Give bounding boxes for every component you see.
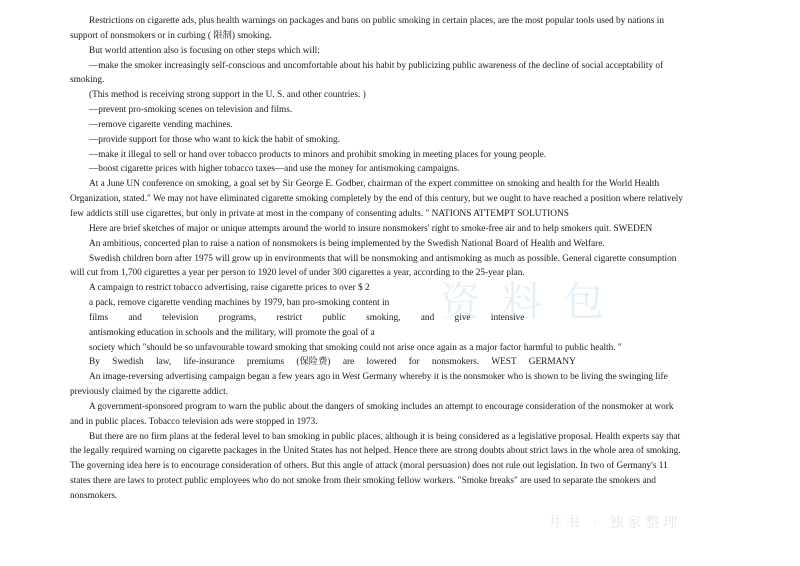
text-line: smoking. — [70, 75, 105, 86]
text-line: and in public places. Tobacco television ads were stopped in 1973. — [70, 416, 318, 427]
text-line: —prevent pro-smoking scenes on television and films. — [89, 105, 293, 116]
text-line: —provide support for those who want to kick the habit of smoking. — [89, 134, 340, 145]
text-line: —remove cigarette vending machines. — [89, 119, 233, 130]
text-line: few addicts still use cigarettes, but only in private at most in the company of consenting adults. " NATIONS ATTEMPT SOLUTIONS — [70, 208, 569, 219]
text-line: films and television programs, restrict public smoking, and give intensive — [89, 312, 525, 323]
text-line: previously claimed by the cigarette addict. — [70, 387, 228, 398]
text-line: By Swedish law, life-insurance premiums (保险费) are lowered for nonsmokers. WEST GERMANY — [89, 357, 576, 368]
text-line: the legally required warning on cigarette packages in the United States has not helped. Hence there are strong doubts about strict laws in the whole area of smoking. — [70, 446, 681, 457]
text-line: At a June UN conference on smoking, a goal set by Sir George E. Godber, chairman of the expert committee on smoking and health for the World Health — [89, 179, 660, 190]
text-line: support of nonsmokers or in curbing ( 限制) smoking. — [70, 30, 272, 41]
document-page — [70, 14, 734, 504]
text-line: —make it illegal to sell or hand over tobacco products to minors and prohibit smoking in meeting places for young people. — [89, 149, 547, 160]
text-line: An ambitious, concerted plan to raise a nation of nonsmokers is being implemented by the Swedish National Board of Health and Welfare. — [89, 238, 605, 249]
text-line: will cut from 1,700 cigarettes a year per person to 1920 level of under 300 cigarettes a year, according to the 25-year plan. — [70, 268, 525, 279]
text-line: society which "should be so unfavourable toward smoking that smoking could not arise once again as a major factor harmful to public health. " — [89, 342, 622, 353]
text-line: But there are no firm plans at the federal level to ban smoking in public places, although it is being considered as a legislative proposal. Health experts say that — [89, 431, 681, 442]
text-line: (This method is receiving strong support in the U. S. and other countries. ) — [89, 90, 366, 101]
text-line: Restrictions on cigarette ads, plus health warnings on packages and bans on public smoking in certain places, are the most popular tools used by nations in — [89, 16, 664, 26]
text-line: Organization, stated." We may not have eliminated cigarette smoking completely by the end of this century, but we ought to have reached a position where relatively — [70, 194, 683, 205]
text-line: An image-reversing advertising campaign began a few years ago in West Germany whereby it is the nonsmoker who is shown to be living the swinging life — [89, 372, 668, 383]
text-line: A campaign to restrict tobacco advertising, raise cigarette prices to over $ 2 — [89, 283, 370, 294]
text-line: a pack, remove cigarette vending machines by 1979, ban pro-smoking content in — [89, 298, 390, 309]
text-line: Swedish children born after 1975 will grow up in environments that will be nonsmoking and antismoking as much as possible. General cigarette consumption — [89, 253, 677, 264]
text-line: But world attention also is focusing on other steps which will: — [89, 45, 320, 56]
text-line: states there are laws to protect public employees who do not smoke from their smoking fellow workers. "Smoke breaks" are used to separate the smokers and — [70, 476, 656, 487]
text-line: antismoking education in schools and the military, will promote the goal of a — [89, 327, 375, 338]
text-line: —boost cigarette prices with higher tobacco taxes—and use the money for antismoking campaigns. — [89, 164, 460, 175]
text-line: Here are brief sketches of major or unique attempts around the world to insure nonsmokers' right to smoke-free air and to help smokers quit. SWEDEN — [89, 223, 653, 234]
watermark-center: 资料包 — [440, 279, 626, 325]
watermark-bottom: 井书 · 独家整理 — [548, 515, 682, 531]
text-line: —make the smoker increasingly self-conscious and uncomfortable about his habit by publicizing public awareness of the decline of social acceptability of — [89, 60, 664, 71]
text-line: nonsmokers. — [70, 491, 118, 501]
text-line: A government-sponsored program to warn the public about the dangers of smoking includes an attempt to encourage consideration of the nonsmoker at work — [89, 401, 674, 412]
text-line: The governing idea here is to encourage consideration of others. But this angle of attack (moral persuasion) does not rule out legislation. In two of Germany's 11 — [70, 461, 668, 472]
